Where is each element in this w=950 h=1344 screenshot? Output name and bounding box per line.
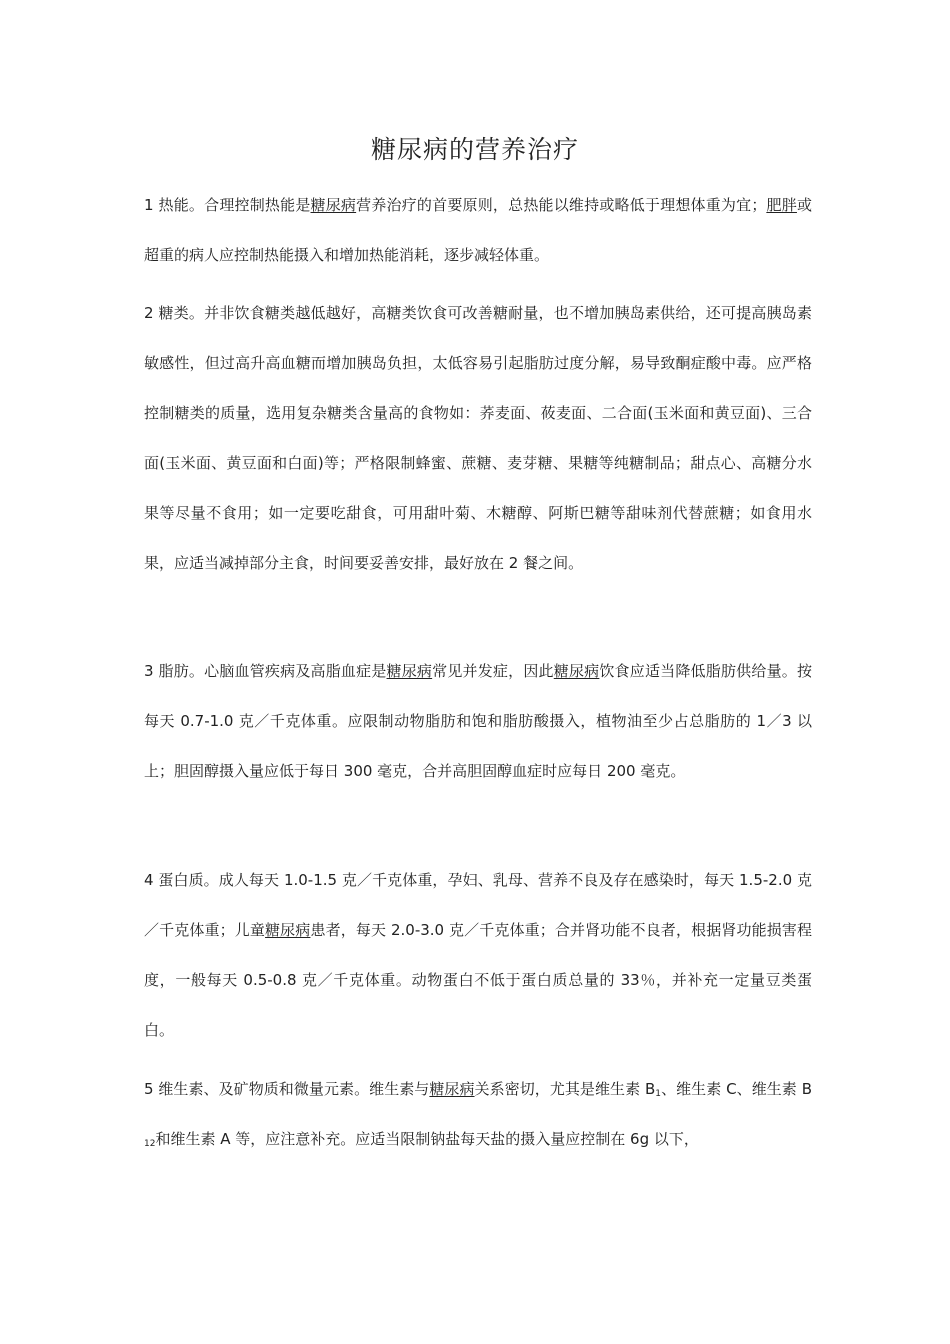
- page-title: 糖尿病的营养治疗: [370, 135, 579, 164]
- paragraph-fat: [144, 646, 812, 796]
- text-segment: 营养治疗的首要原则，总热能以维持或略低于理想体重为宜；: [356, 196, 767, 214]
- link-diabetes[interactable]: 糖尿病: [386, 662, 433, 680]
- paragraph-heat-energy: [144, 180, 812, 280]
- text-segment: 5 维生素、及矿物质和微量元素。维生素与: [144, 1080, 430, 1098]
- text-segment: 和维生素 A 等，应注意补充。应适当限制钠盐每天盐的摄入量应控制在 6g 以下，: [155, 1130, 699, 1148]
- link-diabetes[interactable]: 糖尿病: [265, 921, 311, 939]
- link-diabetes[interactable]: 糖尿病: [553, 662, 600, 680]
- text-segment: 1 热能。合理控制热能是: [144, 196, 311, 214]
- text-segment: 4 蛋白质。成人每天 1.0-1.5 克／千克体重，孕妇、乳母、营养不良及存在感染时，每天 1.5-2.0 克／千克体重；儿童: [144, 871, 812, 939]
- text-segment: 饮食应适当降低脂肪供给量。按每天 0.7-1.0 克／千克体重。应限制动物脂肪和饱和脂肪酸摄入，植物油至少占总脂肪的 1／3 以上；胆固醇摄入量应低于每日 300 毫克，合并高胆固醇血症时应每日 200 毫克。: [144, 662, 812, 780]
- text-segment: 关系密切，尤其是维生素 B: [474, 1080, 656, 1098]
- text-segment: 、维生素 C、维生素 B: [661, 1080, 812, 1098]
- subscript: 12: [144, 1139, 156, 1149]
- paragraph-protein: [144, 855, 812, 1055]
- paragraph-carbohydrates: [144, 288, 812, 588]
- subscript: 1: [655, 1089, 662, 1099]
- link-diabetes[interactable]: 糖尿病: [310, 196, 357, 214]
- text-segment: 常见并发症，因此: [432, 662, 554, 680]
- paragraph-vitamins-minerals: [144, 1064, 812, 1164]
- text-segment: 2 糖类。并非饮食糖类越低越好，高糖类饮食可改善糖耐量，也不增加胰岛素供给，还可提高胰岛素敏感性，但过高升高血糖而增加胰岛负担，太低容易引起脂肪过度分解，易导致酮症酸中毒。应严格控制糖类的质量，选用复杂糖类含量高的食物如：荞麦面、莜麦面、二合面(玉米面和黄豆面)、三合面(玉米面、黄豆面和白面)等；严格限制蜂蜜、蔗糖、麦芽糖、果糖等纯糖制品；甜点心、高糖分水果等尽量不食用；如一定要吃甜食，可用甜叶菊、木糖醇、阿斯巴糖等甜味剂代替蔗糖；如食用水果，应适当减掉部分主食，时间要妥善安排，最好放在 2 餐之间。: [144, 304, 812, 572]
- text-segment: 或超重的病人应控制热能摄入和增加热能消耗，逐步减轻体重。: [144, 196, 812, 264]
- text-segment: 患者，每天 2.0-3.0 克／千克体重；合并肾功能不良者，根据肾功能损害程度，一般每天 0.5-0.8 克／千克体重。动物蛋白不低于蛋白质总量的 33％，并补充一定量豆类蛋白。: [144, 921, 812, 1039]
- link-diabetes[interactable]: 糖尿病: [429, 1080, 475, 1098]
- text-segment: 3 脂肪。心脑血管疾病及高脂血症是: [144, 662, 387, 680]
- link-obesity[interactable]: 肥胖: [766, 196, 797, 214]
